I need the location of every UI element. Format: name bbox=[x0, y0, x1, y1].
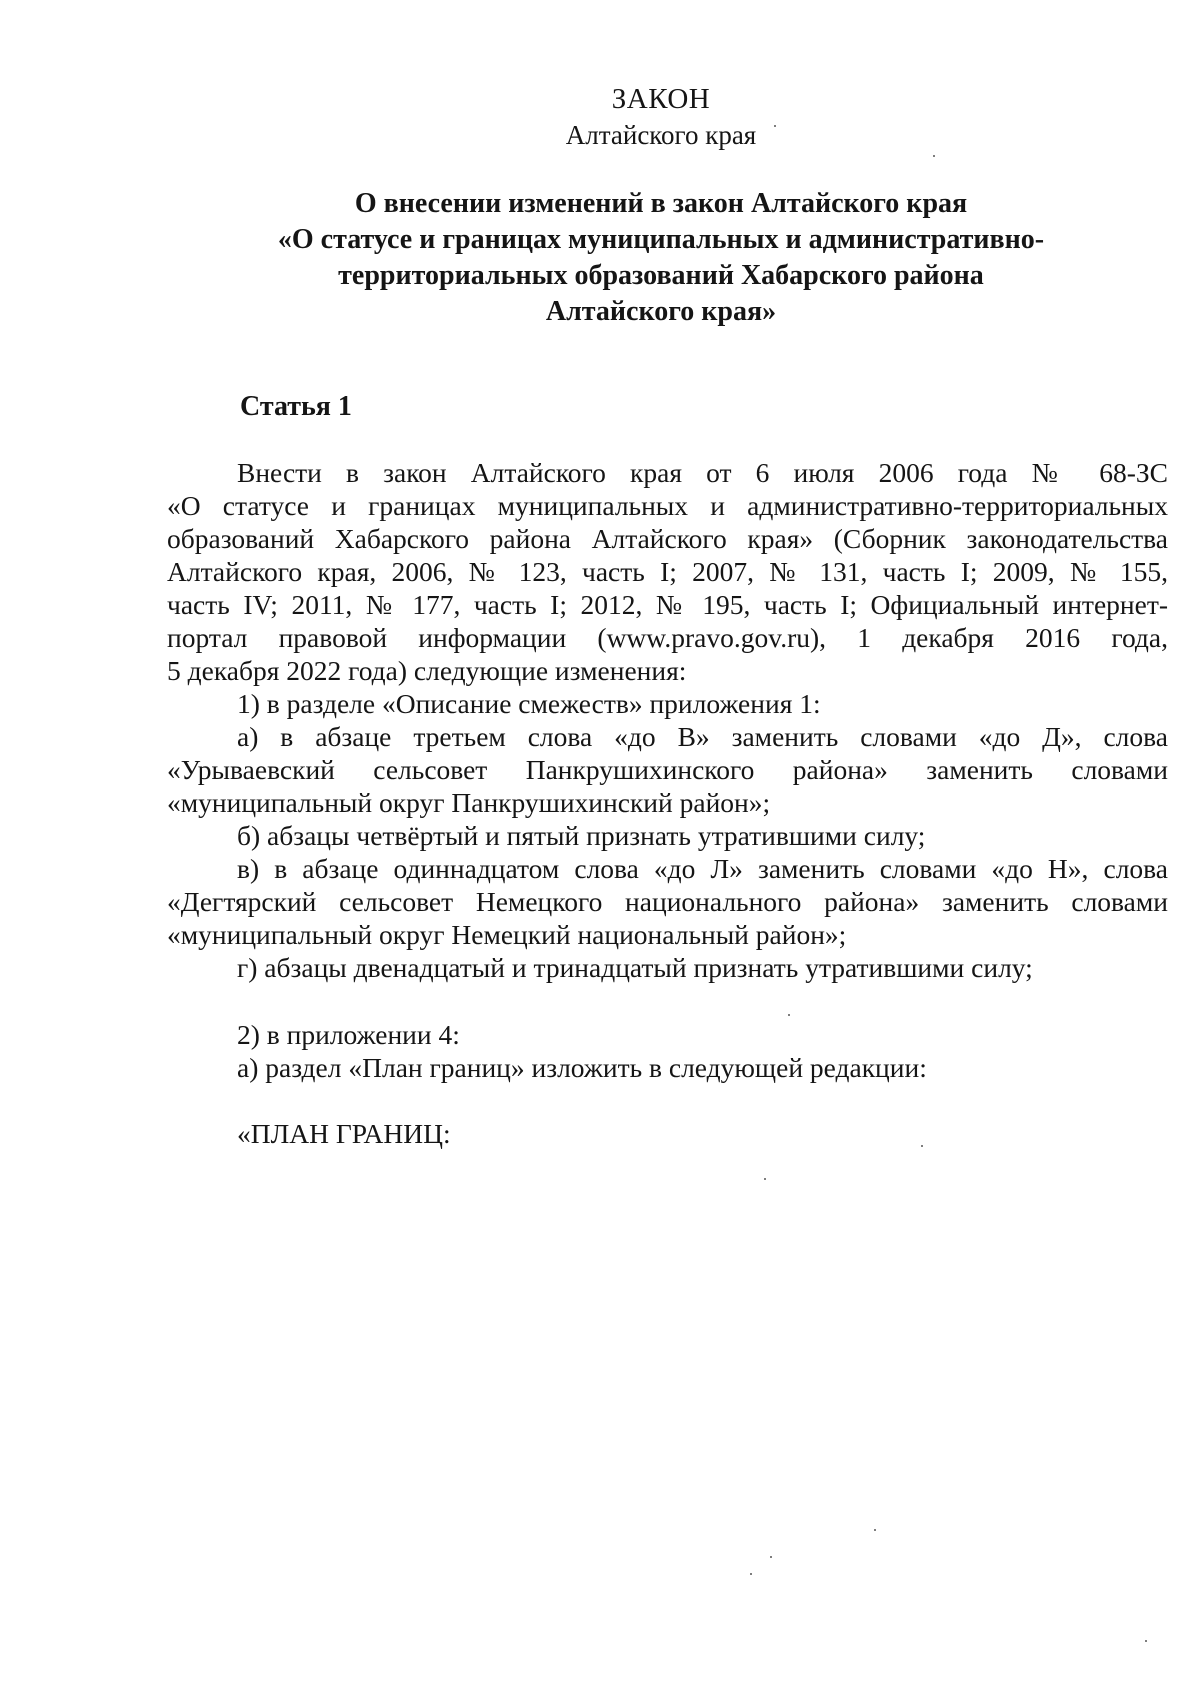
scan-speck bbox=[774, 125, 776, 127]
preamble-line: часть IV; 2011, № 177, часть I; 2012, № 195, часть I; Официальный интернет- bbox=[167, 589, 1168, 620]
item-1c-line: «Дегтярский сельсовет Немецкого национального района» заменить словами bbox=[167, 886, 1168, 917]
law-region: Алтайского края bbox=[565, 120, 757, 150]
scan-speck bbox=[921, 1145, 923, 1147]
preamble-line: «О статусе и границах муниципальных и административно-территориальных bbox=[167, 490, 1168, 521]
item-2a-line: а) раздел «План границ» изложить в следующей редакции: bbox=[237, 1052, 927, 1083]
preamble-line: 5 декабря 2022 года) следующие изменения: bbox=[167, 655, 687, 686]
item-1a-line: «муниципальный округ Панкрушихинский район»; bbox=[167, 787, 771, 818]
law-word: ЗАКОН bbox=[611, 83, 711, 115]
title-line: Алтайского края» bbox=[545, 296, 777, 327]
item-1a-line: а) в абзаце третьем слова «до В» заменить словами «до Д», слова bbox=[237, 721, 1168, 752]
preamble-paragraph bbox=[167, 456, 1168, 687]
title-line: «О статусе и границах муниципальных и административно- bbox=[277, 224, 1045, 255]
title-line: О внесении изменений в закон Алтайского края bbox=[354, 188, 968, 219]
scan-speck bbox=[1145, 1640, 1147, 1642]
title-line: территориальных образований Хабарского района bbox=[338, 260, 984, 291]
article-heading: Статья 1 bbox=[240, 391, 352, 422]
preamble-line: Внести в закон Алтайского края от 6 июля 2006 года № 68-ЗС bbox=[237, 457, 1168, 488]
scan-speck bbox=[750, 1573, 752, 1575]
item-1a-line: «Урываевский сельсовет Панкрушихинского района» заменить словами bbox=[167, 754, 1168, 785]
item-2 bbox=[167, 1018, 1168, 1084]
item-1c-line: «муниципальный округ Немецкий национальный район»; bbox=[167, 919, 847, 950]
preamble-line: образований Хабарского района Алтайского края» (Сборник законодательства bbox=[167, 523, 1168, 554]
item-1-heading: 1) в разделе «Описание смежеств» приложения 1: bbox=[237, 688, 821, 719]
item-1d-line: г) абзацы двенадцатый и тринадцатый признать утратившими силу; bbox=[237, 952, 1033, 983]
item-1c-line: в) в абзаце одиннадцатом слова «до Л» заменить словами «до Н», слова bbox=[237, 853, 1168, 884]
item-2-heading: 2) в приложении 4: bbox=[237, 1019, 460, 1050]
item-1b-line: б) абзацы четвёртый и пятый признать утратившими силу; bbox=[237, 820, 926, 851]
plan-heading: «ПЛАН ГРАНИЦ: bbox=[237, 1118, 451, 1149]
law-title bbox=[0, 186, 1200, 330]
scan-speck bbox=[788, 1014, 790, 1016]
scan-speck bbox=[764, 1178, 766, 1180]
preamble-line: портал правовой информации (www.pravo.gov.ru), 1 декабря 2016 года, bbox=[167, 622, 1168, 653]
scan-speck bbox=[770, 1556, 772, 1558]
item-1 bbox=[167, 687, 1168, 984]
scan-speck bbox=[874, 1529, 876, 1531]
law-header bbox=[0, 82, 1200, 152]
preamble-line: Алтайского края, 2006, № 123, часть I; 2007, № 131, часть I; 2009, № 155, bbox=[167, 556, 1168, 587]
scan-speck bbox=[933, 155, 935, 157]
plan-section bbox=[167, 1117, 1168, 1150]
